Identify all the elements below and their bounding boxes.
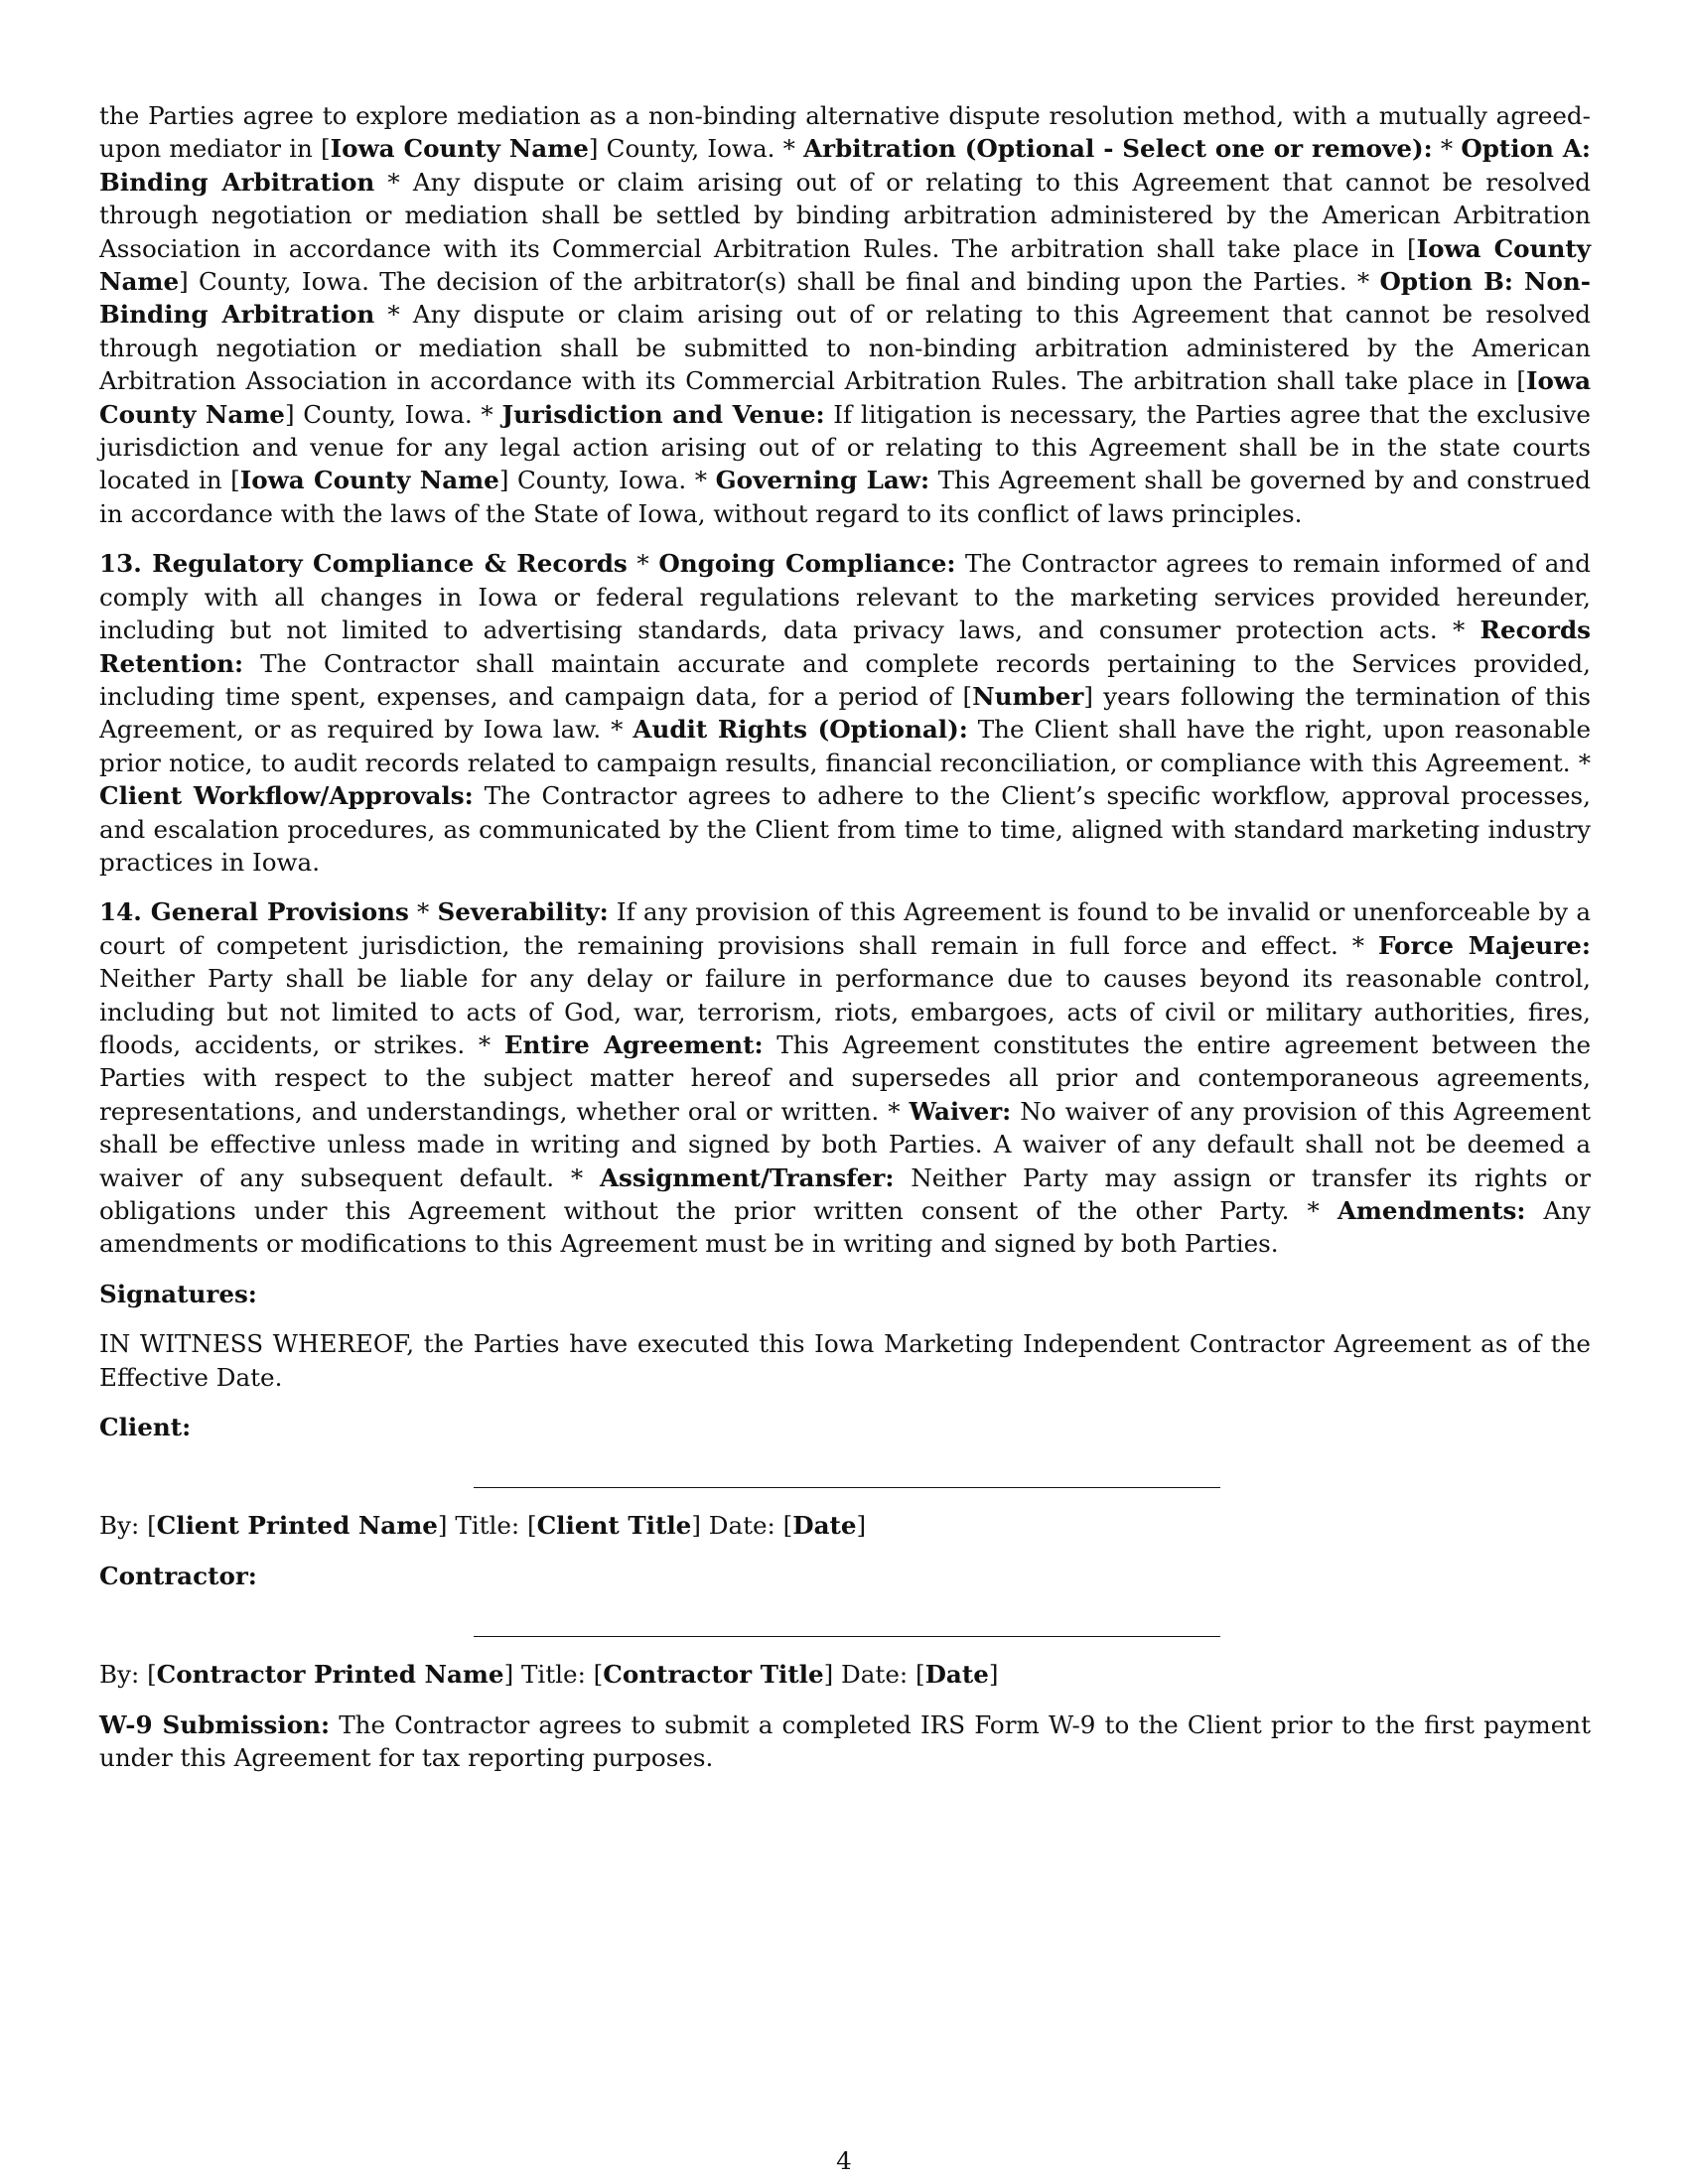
w9-paragraph: W-9 Submission: The Contractor agrees to submit a completed IRS Form W-9 to the Client prior to the first payment under this Agreement for tax reporting purposes. xyxy=(99,1709,1591,1773)
waiver-label: Waiver: xyxy=(909,1096,1012,1126)
w9-label: W-9 Submission: xyxy=(99,1709,331,1739)
section-13-paragraph: 13. Regulatory Compliance & Records * Ongoing Compliance: The Contractor agrees to remain informed of and comply with all changes in Iowa or federal regulations relevant to the marketing services provided hereunder, including but not limited to advertising standards, data privacy laws, and consumer protection acts. * Records Retention: The Contractor shall maintain accurate and complete records pertaining to the Services provided, including time spent, expenses, and campaign data, for a period of [Number] years following the termination of this Agreement, or as required by Iowa law. * Audit Rights (Optional): The Client shall have the right, upon reasonable prior notice, to audit records related to campaign results, financial reconciliation, or compliance with this Agreement. * Client Workflow/Approvals: The Contractor agrees to adhere to the Client’s specific workflow, approval processes, and escalation procedures, as communicated by the Client from time to time, aligned with standard marketing industry practices in Iowa. xyxy=(99,549,1591,877)
county-placeholder: Iowa County Name xyxy=(99,366,1591,429)
jurisdiction-label: Jurisdiction and Venue: xyxy=(501,399,825,429)
contractor-signature-details: By: [Contractor Printed Name] Title: [Contractor Title] Date: [Date] xyxy=(99,1660,999,1690)
governing-law-label: Governing Law: xyxy=(715,466,930,495)
county-placeholder: Iowa County Name xyxy=(330,134,589,164)
client-label: Client: xyxy=(99,1413,192,1442)
client-title-placeholder: Client Title xyxy=(536,1511,692,1541)
contractor-label: Contractor: xyxy=(99,1561,257,1590)
amendments-label: Amendments: xyxy=(1336,1196,1526,1225)
records-retention-label: Records Retention: xyxy=(99,615,1591,678)
contractor-title-placeholder: Contractor Title xyxy=(603,1660,824,1690)
force-majeure-label: Force Majeure: xyxy=(1377,930,1591,960)
county-placeholder: Iowa County Name xyxy=(239,466,499,495)
client-date-placeholder: Date xyxy=(792,1511,857,1541)
ongoing-compliance-label: Ongoing Compliance: xyxy=(658,549,956,579)
client-signature-details: By: [Client Printed Name] Title: [Client Title] Date: [Date] xyxy=(99,1511,867,1541)
contractor-name-placeholder: Contractor Printed Name xyxy=(156,1660,504,1690)
signatures-heading: Signatures: xyxy=(99,1279,257,1308)
client-workflow-label: Client Workflow/Approvals: xyxy=(99,781,474,811)
page-number: 4 xyxy=(836,2146,852,2175)
client-name-placeholder: Client Printed Name xyxy=(156,1511,438,1541)
entire-agreement-label: Entire Agreement: xyxy=(503,1029,764,1059)
option-a-label: Option A: Binding Arbitration xyxy=(99,134,1591,197)
section-13-heading: 13. Regulatory Compliance & Records xyxy=(99,549,628,579)
client-signature-line[interactable] xyxy=(474,1487,1220,1488)
arbitration-label: Arbitration (Optional - Select one or remove): xyxy=(803,134,1433,164)
contractor-date-placeholder: Date xyxy=(924,1660,989,1690)
assignment-label: Assignment/Transfer: xyxy=(599,1162,895,1192)
witness-paragraph: IN WITNESS WHEREOF, the Parties have executed this Iowa Marketing Independent Contractor Agreement as of the Effective Date. xyxy=(99,1329,1591,1392)
severability-label: Severability: xyxy=(437,897,609,927)
contractor-signature-line[interactable] xyxy=(474,1636,1220,1637)
dispute-resolution-paragraph: the Parties agree to explore mediation as a non-binding alternative dispute resolution method, with a mutually agreed-upon mediator in [Iowa County Name] County, Iowa. * Arbitration (Optional - Select one or remove): * Option A: Binding Arbitration * Any dispute or claim arising out of or relating to this Agreement that cannot be resolved through negotiation or mediation shall be settled by binding arbitration administered by the American Arbitration Association in accordance with its Commercial Arbitration Rules. The arbitration shall take place in [Iowa County Name] County, Iowa. The decision of the arbitrator(s) shall be final and binding upon the Parties. * Option B: Non-Binding Arbitration * Any dispute or claim arising out of or relating to this Agreement that cannot be resolved through negotiation or mediation shall be submitted to non-binding arbitration administered by the American Arbitration Association in accordance with its Commercial Arbitration Rules. The arbitration shall take place in [Iowa County Name] County, Iowa. * Jurisdiction and Venue: If litigation is necessary, the Parties agree that the exclusive jurisdiction and venue for any legal action arising out of or relating to this Agreement shall be in the state courts located in [Iowa County Name] County, Iowa. * Governing Law: This Agreement shall be governed by and construed in accordance with the laws of the State of Iowa, without regard to its conflict of laws principles. xyxy=(99,101,1591,528)
document-page xyxy=(99,99,1591,1791)
section-14-paragraph: 14. General Provisions * Severability: If any provision of this Agreement is found to be invalid or unenforceable by a court of competent jurisdiction, the remaining provisions shall remain in full force and effect. * Force Majeure: Neither Party shall be liable for any delay or failure in performance due to causes beyond its reasonable control, including but not limited to acts of God, war, terrorism, riots, embargoes, acts of civil or military authorities, fires, floods, accidents, or strikes. * Entire Agreement: This Agreement constitutes the entire agreement between the Parties with respect to the subject matter hereof and supersedes all prior and contemporaneous agreements, representations, and understandings, whether oral or written. * Waiver: No waiver of any provision of this Agreement shall be effective unless made in writing and signed by both Parties. A waiver of any default shall not be deemed a waiver of any subsequent default. * Assignment/Transfer: Neither Party may assign or transfer its rights or obligations under this Agreement without the prior written consent of the other Party. * Amendments: Any amendments or modifications to this Agreement must be in writing and signed by both Parties. xyxy=(99,897,1592,1259)
county-placeholder: Iowa County Name xyxy=(99,233,1591,297)
section-14-heading: 14. General Provisions xyxy=(99,897,409,927)
audit-rights-label: Audit Rights (Optional): xyxy=(633,715,968,745)
option-b-label: Option B: Non-Binding Arbitration xyxy=(99,267,1591,330)
number-placeholder: Number xyxy=(972,681,1084,711)
